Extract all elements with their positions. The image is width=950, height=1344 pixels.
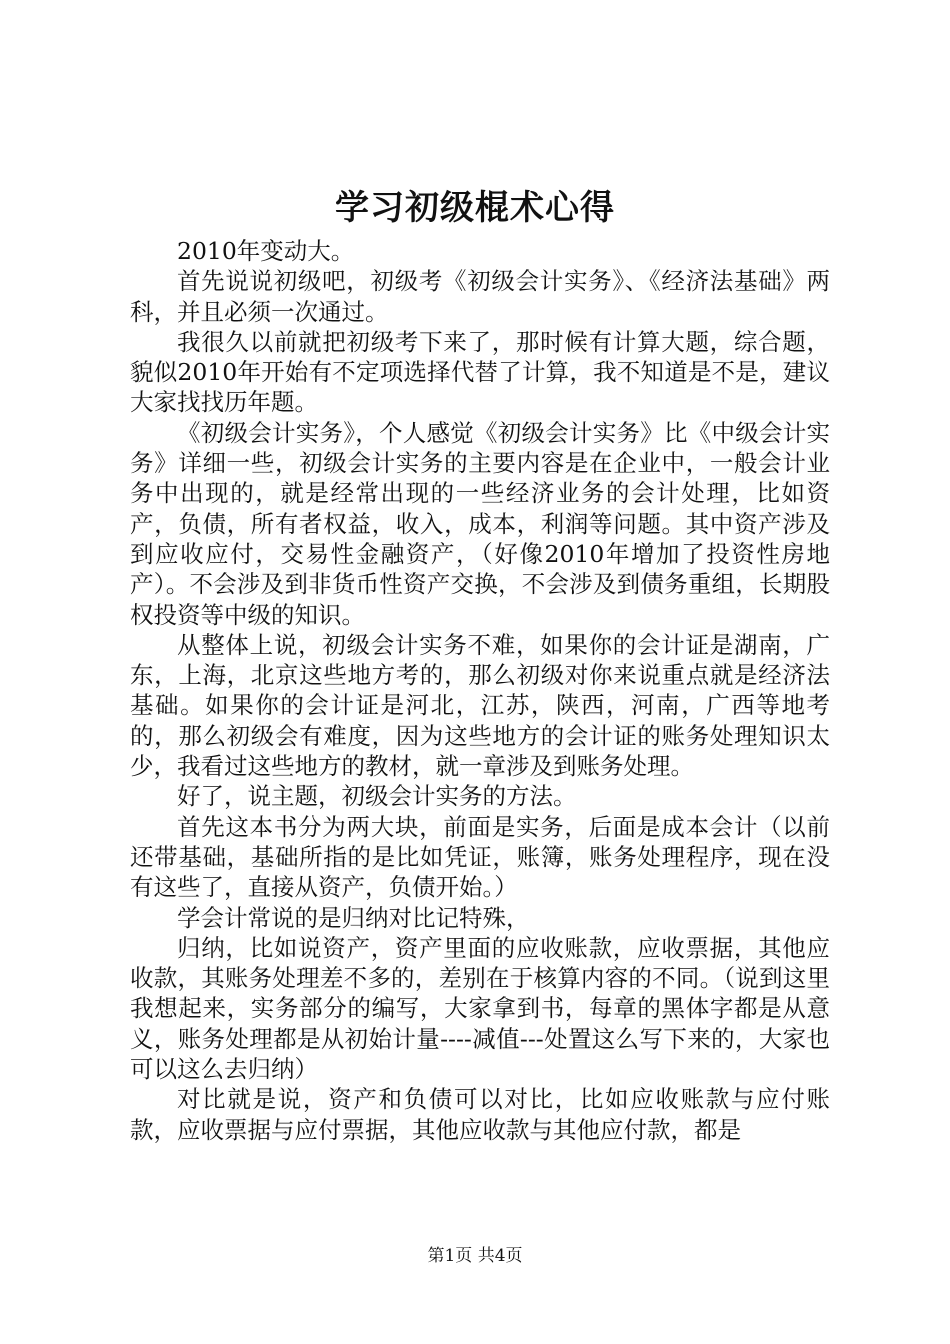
paragraph-1: 2010年变动大。 (177, 237, 355, 265)
paragraph-10: 对比就是说，资产和负债可以对比，比如应收账款与应付账款，应收票据与应付票据，其他应收款与其他应付款，都是 (130, 1085, 830, 1144)
paragraph-8: 学会计常说的是归纳对比记特殊， (177, 903, 530, 932)
paragraph-7: 首先这本书分为两大块，前面是实务，后面是成本会计（以前还带基础，基础所指的是比如凭证，账簿，账务处理程序，现在没有这些了，直接从资产，负债开始。） (130, 812, 830, 902)
document-body (130, 236, 830, 1145)
document-title: 学习初级棍术心得 (335, 188, 615, 228)
page-footer: 第1页 共4页 (427, 1246, 523, 1266)
paragraph-3: 我很久以前就把初级考下来了，那时候有计算大题，综合题，貌似2010年开始有不定项选择代替了计算，我不知道是不是，建议大家找找历年题。 (130, 327, 830, 417)
paragraph-9: 归纳，比如说资产，资产里面的应收账款，应收票据，其他应收款，其账务处理差不多的，差别在于核算内容的不同。（说到这里我想起来，实务部分的编写，大家拿到书，每章的黑体字都是从意义，账务处理都是从初始计量----减值---处置这么写下来的，大家也可以这么去归纳） (130, 933, 830, 1084)
paragraph-6: 好了，说主题，初级会计实务的方法。 (177, 782, 577, 811)
paragraph-2: 首先说说初级吧，初级考《初级会计实务》、《经济法基础》两科，并且必须一次通过。 (130, 267, 830, 326)
paragraph-5: 从整体上说，初级会计实务不难，如果你的会计证是湖南，广东，上海，北京这些地方考的，那么初级对你来说重点就是经济法基础。如果你的会计证是河北，江苏，陕西，河南，广西等地考的，那么初级会有难度，因为这些地方的会计证的账务处理知识太少，我看过这些地方的教材，就一章涉及到账务处理。 (130, 630, 830, 781)
paragraph-4: 《初级会计实务》，个人感觉《初级会计实务》比《中级会计实务》详细一些，初级会计实务的主要内容是在企业中，一般会计业务中出现的，就是经常出现的一些经济业务的会计处理，比如资产，负债，所有者权益，收入，成本，利润等问题。其中资产涉及到应收应付，交易性金融资产，（好像2010年增加了投资性房地产）。不会涉及到非货币性资产交换，不会涉及到债务重组，长期股权投资等中级的知识。 (130, 418, 830, 629)
